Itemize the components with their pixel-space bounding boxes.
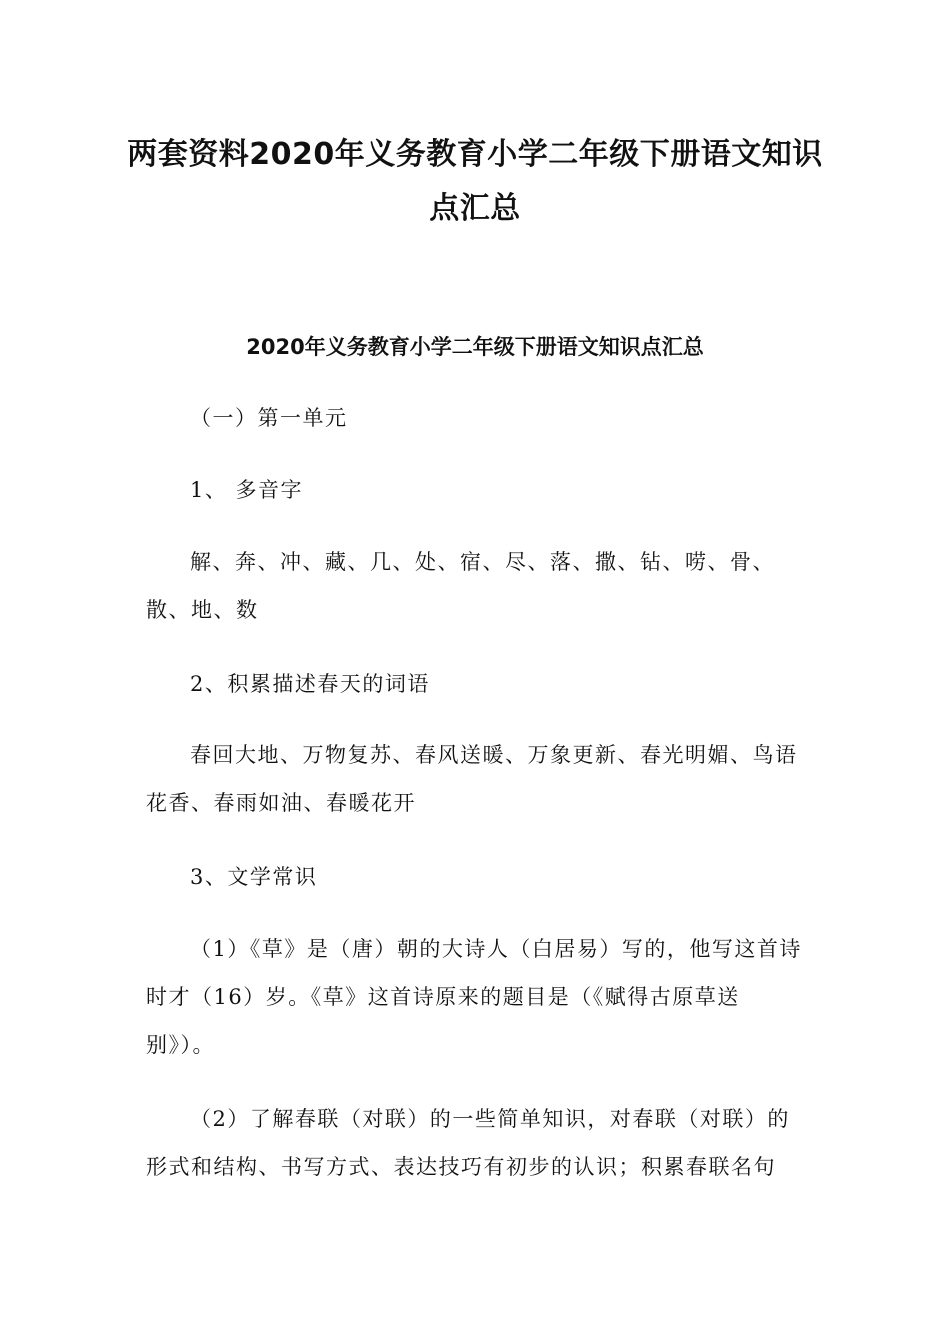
item-heading-literature: 3、文学常识	[190, 865, 318, 889]
paragraph-literature-2: （2）了解春联（对联）的一些简单知识，对春联（对联）的形式和结构、书写方式、表达技巧有初步的认识；积累春联名句	[146, 1107, 790, 1179]
paragraph-literature-1: （1）《草》是（唐）朝的大诗人（白居易）写的，他写这首诗时才（16）岁。《草》这首诗原来的题目是（《赋得古原草送别》）。	[146, 937, 802, 1057]
item-heading-spring-words: 2、积累描述春天的词语	[190, 672, 430, 696]
item-heading-polyphonic: 1、 多音字	[190, 478, 304, 502]
paragraph-polyphonic-chars: 解、奔、冲、藏、几、处、宿、尽、落、撒、钻、唠、骨、散、地、数	[146, 550, 775, 622]
document-title: 两套资料2020年义务教育小学二年级下册语文知识点汇总	[127, 137, 823, 226]
unit-heading: （一）第一单元	[190, 406, 348, 430]
section-title: 2020年义务教育小学二年级下册语文知识点汇总	[246, 335, 704, 359]
paragraph-spring-words: 春回大地、万物复苏、春风送暖、万象更新、春光明媚、鸟语花香、春雨如油、春暖花开	[146, 743, 798, 815]
